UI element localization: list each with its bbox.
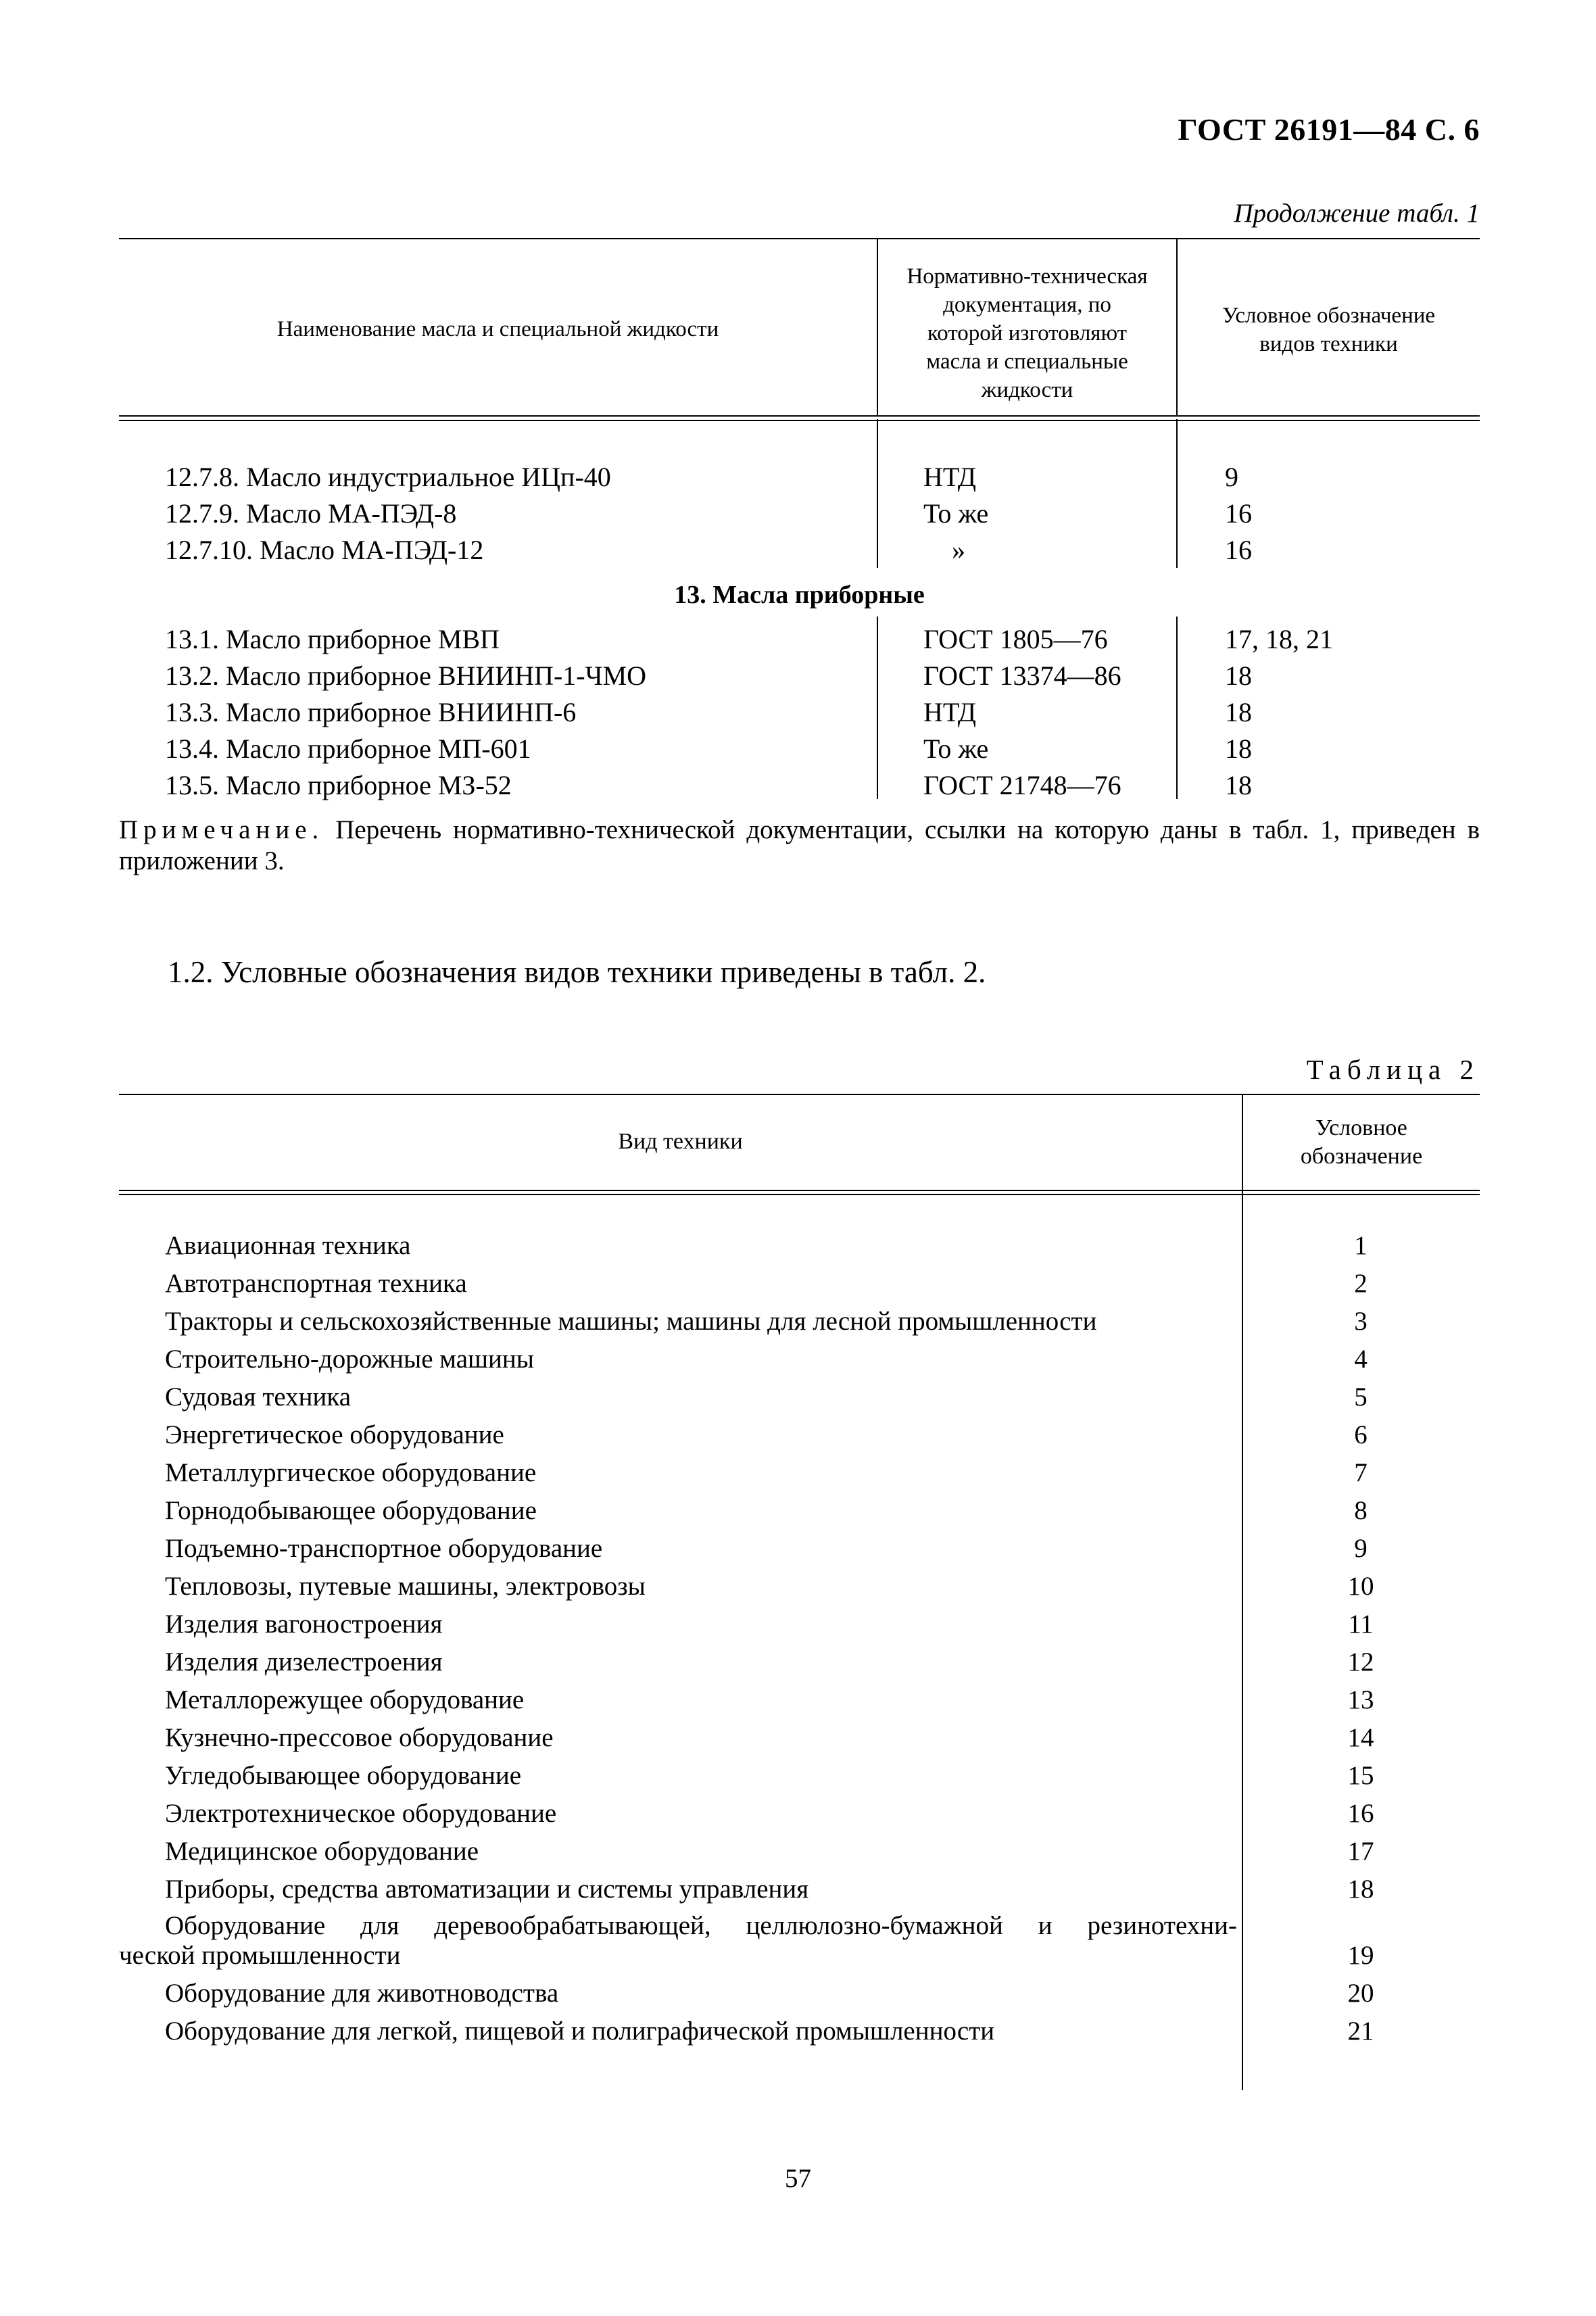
table-row: Оборудование для деревообрабатывающей, целлюлозно-бумажной и резинотехни- xyxy=(165,1911,1237,1940)
table-1-col-divider-2c xyxy=(1176,617,1178,799)
table-cell-code: 18 xyxy=(1225,660,1252,691)
table-cell-code: 16 xyxy=(1347,1799,1374,1828)
table-row: 12.7.10. Масло МА-ПЭД-12 xyxy=(165,535,484,565)
table-cell-code: 17 xyxy=(1347,1837,1374,1866)
table-row: Кузнечно-прессовое оборудование xyxy=(165,1723,554,1752)
table-row: Подъемно-транспортное оборудование xyxy=(165,1534,603,1563)
table-cell-code: 18 xyxy=(1225,733,1252,764)
table-1-col-divider-1c xyxy=(877,617,878,799)
table-row: Энергетическое оборудование xyxy=(165,1420,504,1449)
table-cell-doc: ГОСТ 21748—76 xyxy=(923,770,1121,800)
header-code-line: обозначение xyxy=(1300,1144,1423,1169)
table-row: Металлорежущее оборудование xyxy=(165,1685,525,1714)
table-2-top-rule xyxy=(119,1094,1480,1095)
table-1-col-divider-1b xyxy=(877,419,878,568)
table-cell-code: 7 xyxy=(1354,1458,1368,1487)
page-header-title: ГОСТ 26191—84 С. 6 xyxy=(1178,112,1480,147)
header-code-line: видов техники xyxy=(1259,332,1398,356)
table-cell-code: 2 xyxy=(1354,1269,1368,1298)
header-name-text: Наименование масла и специальной жидкости xyxy=(276,317,719,341)
table-row: Автотранспортная техника xyxy=(165,1269,467,1298)
section-heading: 13. Масла приборные xyxy=(674,581,925,609)
table-cell-code: 5 xyxy=(1354,1382,1368,1412)
header-code-line: Условное xyxy=(1315,1115,1407,1140)
note-label: Примечание. xyxy=(119,815,324,844)
table-row: Тракторы и сельскохозяйственные машины; машины для лесной промышленности xyxy=(165,1307,1097,1336)
table-2-label: Таблица 2 xyxy=(1306,1054,1480,1085)
table-row: 13.5. Масло приборное МЗ-52 xyxy=(165,770,512,800)
table-row: 13.3. Масло приборное ВНИИНП-6 xyxy=(165,697,577,727)
table-1 xyxy=(119,238,1480,806)
table-note xyxy=(119,815,1480,877)
header-doc-line: жидкости xyxy=(981,378,1073,402)
table-1-header-doc xyxy=(878,262,1176,404)
table-cell-code: 4 xyxy=(1354,1345,1368,1374)
table-cell-code: 20 xyxy=(1347,1979,1374,2008)
table-row: Медицинское оборудование xyxy=(165,1837,479,1866)
table-cell-doc: » xyxy=(952,535,965,565)
table-cell-code: 11 xyxy=(1348,1610,1374,1639)
table-1-header-code xyxy=(1178,301,1480,358)
table-cell-doc: НТД xyxy=(923,697,977,727)
table-cell-code: 10 xyxy=(1347,1572,1374,1601)
table-row: Оборудование для легкой, пищевой и полиграфической промышленности xyxy=(165,2017,995,2046)
table-1-col-divider-2b xyxy=(1176,419,1178,568)
table-row: Электротехническое оборудование xyxy=(165,1799,557,1828)
table-cell-code: 16 xyxy=(1225,498,1252,529)
table-cell-code: 15 xyxy=(1347,1761,1374,1790)
table-row: Горнодобывающее оборудование xyxy=(165,1496,537,1525)
header-doc-line: которой изготовляют xyxy=(927,321,1128,345)
table-cell-code: 3 xyxy=(1354,1307,1368,1336)
table-2-header-rule-2 xyxy=(119,1194,1480,1195)
table-cell-doc: ГОСТ 1805—76 xyxy=(923,624,1108,654)
table-cell-doc: То же xyxy=(923,498,989,529)
note-text: Перечень нормативно-технической документации, ссылки на которую даны в табл. 1, приведен в приложении 3. xyxy=(119,815,1480,875)
table-cell-code: 21 xyxy=(1347,2017,1374,2046)
table-2 xyxy=(119,1094,1480,2094)
table-row: Угледобывающее оборудование xyxy=(165,1761,522,1790)
table-cell-code: 19 xyxy=(1347,1941,1374,1970)
table-cell-code: 9 xyxy=(1225,462,1238,492)
table-row: 13.1. Масло приборное МВП xyxy=(165,624,500,654)
table-row: Тепловозы, путевые машины, электровозы xyxy=(165,1572,646,1601)
table-row-continuation: ческой промышленности xyxy=(119,1941,401,1970)
table-1-header-rule xyxy=(119,415,1480,417)
table-cell-code: 17, 18, 21 xyxy=(1225,624,1333,654)
table-2-header-rule xyxy=(119,1190,1480,1191)
header-code-line: Условное обозначение xyxy=(1222,304,1436,328)
header-doc-line: документация, по xyxy=(943,293,1111,317)
table-1-top-rule xyxy=(119,238,1480,239)
table-cell-code: 13 xyxy=(1347,1685,1374,1714)
table-cell-code: 9 xyxy=(1354,1534,1368,1563)
table-cell-doc: ГОСТ 13374—86 xyxy=(923,660,1121,691)
table-cell-code: 6 xyxy=(1354,1420,1368,1449)
table-row: Изделия вагоностроения xyxy=(165,1610,443,1639)
table-cell-code: 18 xyxy=(1225,770,1252,800)
paragraph-1-2: 1.2. Условные обозначения видов техники приведены в табл. 2. xyxy=(168,955,986,989)
table-cell-doc: НТД xyxy=(923,462,977,492)
table-cell-doc: То же xyxy=(923,733,989,764)
table-1-header-name xyxy=(119,315,877,343)
page-number: 57 xyxy=(785,2164,811,2193)
table-row: 12.7.9. Масло МА-ПЭД-8 xyxy=(165,498,457,529)
table-2-col-divider xyxy=(1242,1094,1243,2090)
table-row: Приборы, средства автоматизации и системы управления xyxy=(165,1875,809,1904)
table-2-header-code xyxy=(1243,1114,1480,1171)
table-cell-code: 1 xyxy=(1354,1231,1368,1260)
table-continuation-label: Продолжение табл. 1 xyxy=(1234,199,1480,228)
table-row: Оборудование для животноводства xyxy=(165,1979,559,2008)
table-row: Судовая техника xyxy=(165,1382,352,1412)
table-cell-code: 14 xyxy=(1347,1723,1374,1752)
table-row: Изделия дизелестроения xyxy=(165,1647,443,1676)
table-row: Строительно-дорожные машины xyxy=(165,1345,534,1374)
table-cell-code: 18 xyxy=(1347,1875,1374,1904)
table-row: Авиационная техника xyxy=(165,1231,411,1260)
table-row: Металлургическое оборудование xyxy=(165,1458,537,1487)
header-doc-line: Нормативно-техническая xyxy=(906,264,1148,289)
table-2-header-name: Вид техники xyxy=(618,1129,743,1154)
table-cell-code: 18 xyxy=(1225,697,1252,727)
table-cell-code: 8 xyxy=(1354,1496,1368,1525)
table-row: 13.4. Масло приборное МП-601 xyxy=(165,733,531,764)
table-cell-code: 12 xyxy=(1347,1647,1374,1676)
table-cell-code: 16 xyxy=(1225,535,1252,565)
table-row: 12.7.8. Масло индустриальное ИЦп-40 xyxy=(165,462,611,492)
table-row: 13.2. Масло приборное ВНИИНП-1-ЧМО xyxy=(165,660,647,691)
header-doc-line: масла и специальные xyxy=(926,349,1128,374)
